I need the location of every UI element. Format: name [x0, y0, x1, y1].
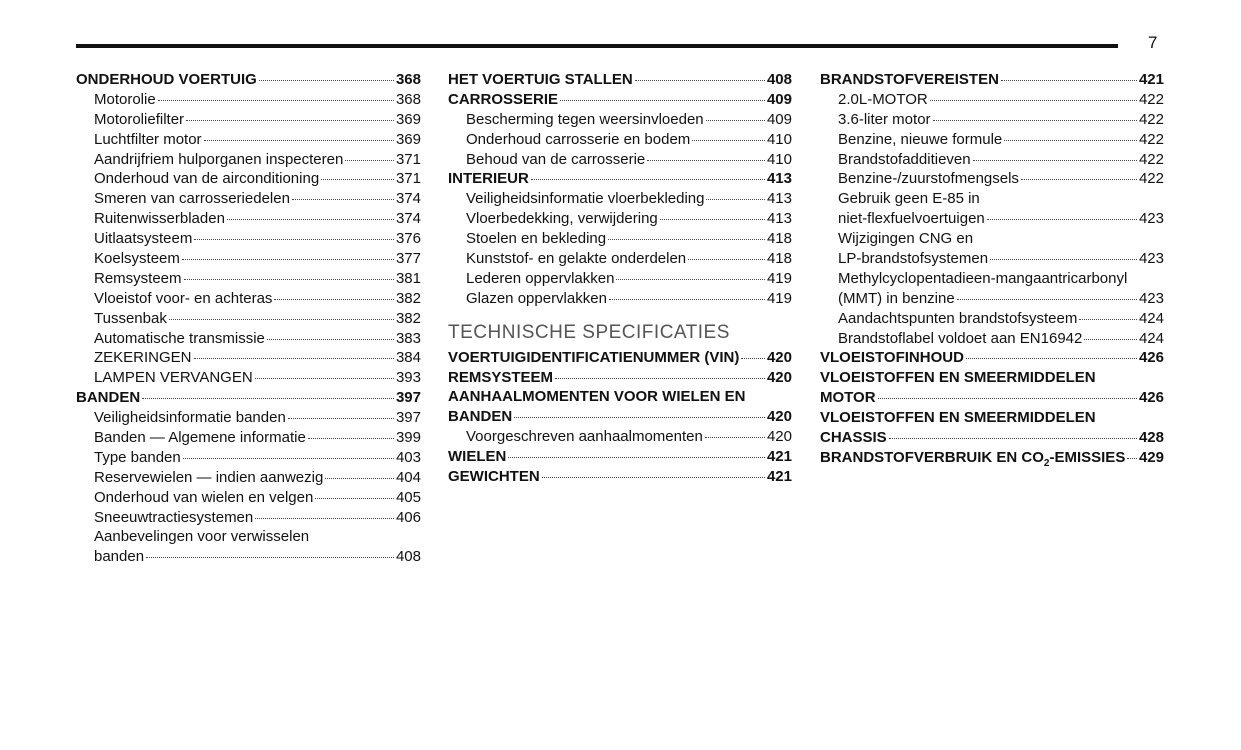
toc-entry-page: 420 [766, 428, 792, 446]
dot-leader [146, 557, 394, 558]
dot-leader [889, 438, 1137, 439]
toc-entry-page: 422 [1138, 90, 1164, 108]
toc-entry-label: Reservewielen — indien aanwezig [94, 468, 324, 486]
toc-entry-smeren-carrosseriedelen[interactable] [76, 189, 421, 209]
toc-entry-label: Aandachtspunten brandstofsysteem [838, 309, 1078, 327]
toc-entry-page: 421 [1138, 71, 1164, 88]
toc-entry-page: 429 [1138, 448, 1164, 466]
toc-entry-label: ONDERHOUD VOERTUIG [76, 71, 257, 88]
dot-leader [706, 120, 765, 121]
toc-entry-label-line1: AANHAALMOMENTEN VOOR WIELEN EN [448, 388, 746, 406]
toc-entry-benzine-zuurstofmengsels[interactable] [820, 169, 1164, 189]
toc-entry-vloeistoffen-motor[interactable] [820, 368, 1164, 408]
dot-leader [321, 179, 394, 180]
dot-leader [345, 160, 394, 161]
toc-entry-page: 423 [1138, 250, 1164, 268]
dot-leader [169, 319, 394, 320]
toc-entry-label: Stoelen en bekleding [466, 230, 607, 248]
toc-entry-page: 382 [395, 289, 421, 307]
toc-entry-label: BANDEN [448, 408, 513, 426]
toc-entry-motoroliefilter[interactable] [76, 110, 421, 130]
toc-entry-luchtfilter-motor[interactable] [76, 130, 421, 150]
toc-entry-veiligheidsinformatie-banden[interactable] [76, 408, 421, 428]
toc-entry-label: niet-flexfuelvoertuigen [838, 210, 985, 228]
toc-entry-page: 368 [395, 90, 421, 108]
toc-entry-lampen-vervangen[interactable] [76, 368, 421, 388]
toc-entry-page: 421 [766, 448, 792, 466]
toc-entry-page: 420 [766, 408, 792, 426]
toc-entry-label-line1: Wijzigingen CNG en [838, 230, 974, 248]
toc-entry-page: 419 [766, 289, 792, 307]
toc-entry-label: Onderhoud carrosserie en bodem [466, 130, 691, 148]
toc-entry-kunststof-gelakte-onderdelen[interactable] [448, 249, 792, 269]
toc-entry-page: 397 [395, 389, 421, 407]
toc-entry-bescherming-weersinvloeden[interactable] [448, 110, 792, 130]
toc-entry-airconditioning[interactable] [76, 169, 421, 189]
toc-entry-label: Remsysteem [94, 269, 182, 287]
toc-entry-label: Aandrijfriem hulporganen inspecteren [94, 150, 344, 168]
toc-entry-page: 374 [395, 190, 421, 208]
toc-entry-page: 419 [766, 269, 792, 287]
dot-leader [878, 398, 1137, 399]
toc-entry-automatische-transmissie[interactable] [76, 329, 421, 349]
toc-entry-label: Lederen oppervlakken [466, 269, 615, 287]
toc-entry-carrosserie[interactable] [448, 90, 792, 110]
toc-entry-label-line1: Methylcyclopentadieen-mangaantricarbonyl [838, 269, 1128, 287]
toc-entry-aandachtspunten-brandstofsysteem[interactable] [820, 309, 1164, 329]
toc-entry-page: 409 [766, 110, 792, 128]
dot-leader [183, 458, 394, 459]
toc-entry-label: INTERIEUR [448, 170, 529, 188]
toc-entry-label: Behoud van de carrosserie [466, 150, 646, 168]
page-number: 7 [1148, 33, 1158, 52]
toc-entry-label: Glazen oppervlakken [466, 289, 607, 307]
toc-entry-brandstofadditieven[interactable] [820, 150, 1164, 170]
dot-leader [542, 477, 765, 478]
toc-column-1 [76, 70, 421, 567]
dot-leader [186, 120, 394, 121]
toc-entry-wielen[interactable] [448, 447, 792, 467]
toc-entry-label: ZEKERINGEN [94, 349, 192, 367]
toc-entry-label: Brandstofadditieven [838, 150, 971, 168]
toc-entry-label: LAMPEN VERVANGEN [94, 369, 253, 387]
toc-entry-koelsysteem[interactable] [76, 249, 421, 269]
toc-entry-label: Sneeuwtractiesystemen [94, 508, 254, 526]
toc-entry-label: LP-brandstofsystemen [838, 250, 989, 268]
dot-leader [274, 299, 394, 300]
toc-entry-brandstofverbruik-co2[interactable] [820, 448, 1164, 468]
dot-leader [933, 120, 1137, 121]
toc-entry-label: CARROSSERIE [448, 90, 559, 108]
toc-entry-label-pre: BRANDSTOFVERBRUIK EN CO [820, 448, 1044, 466]
toc-entry-label: Automatische transmissie [94, 329, 265, 347]
dot-leader [608, 239, 765, 240]
toc-entry-label: Ruitenwisserbladen [94, 210, 225, 228]
toc-entry-gewichten[interactable] [448, 467, 792, 487]
toc-entry-label-subscript: 2 [1043, 457, 1050, 469]
dot-leader [315, 498, 394, 499]
toc-entry-sneeuwtractiesystemen[interactable] [76, 508, 421, 528]
toc-entry-label: Luchtfilter motor [94, 130, 202, 148]
toc-entry-page: 418 [766, 230, 792, 248]
toc-entry-page: 413 [766, 210, 792, 228]
dot-leader [259, 80, 394, 81]
toc-entry-ruitenwisserbladen[interactable] [76, 209, 421, 229]
toc-entry-lederen-oppervlakken[interactable] [448, 269, 792, 289]
toc-entry-type-banden[interactable] [76, 448, 421, 468]
toc-entry-label: HET VOERTUIG STALLEN [448, 71, 633, 88]
toc-entry-page: 404 [395, 468, 421, 486]
dot-leader [308, 438, 394, 439]
toc-entry-page: 405 [395, 488, 421, 506]
header-rule [76, 44, 1118, 48]
toc-entry-behoud-carrosserie[interactable] [448, 150, 792, 170]
toc-entry-page: 371 [395, 150, 421, 168]
toc-entry-label: Benzine-/zuurstofmengsels [838, 170, 1019, 188]
toc-entry-label: (MMT) in benzine [838, 289, 955, 307]
toc-entry-page: 410 [766, 150, 792, 168]
toc-entry-label: Veiligheidsinformatie vloerbekleding [466, 190, 705, 208]
dot-leader [647, 160, 765, 161]
dot-leader [660, 219, 765, 220]
toc-entry-label: Tussenbak [94, 309, 167, 327]
dot-leader [706, 199, 764, 200]
toc-entry-label: Motorolie [94, 90, 156, 108]
dot-leader [957, 299, 1137, 300]
dot-leader [142, 398, 394, 399]
toc-entry-label: Brandstoflabel voldoet aan EN16942 [838, 329, 1083, 347]
dot-leader [204, 140, 394, 141]
toc-entry-label: Motoroliefilter [94, 110, 185, 128]
dot-leader [555, 378, 765, 379]
toc-entry-2-0l-motor[interactable] [820, 90, 1164, 110]
dot-leader [609, 299, 765, 300]
toc-entry-vloeistof-assen[interactable] [76, 289, 421, 309]
toc-entry-page: 422 [1138, 150, 1164, 168]
dot-leader [930, 100, 1137, 101]
toc-entry-banden-algemene-informatie[interactable] [76, 428, 421, 448]
toc-entry-mmt-benzine[interactable] [820, 269, 1164, 309]
dot-leader [182, 259, 394, 260]
toc-entry-vloeistoffen-chassis[interactable] [820, 408, 1164, 448]
toc-entry-page: 422 [1138, 170, 1164, 188]
dot-leader [1001, 80, 1137, 81]
toc-entry-page: 371 [395, 170, 421, 188]
dot-leader [741, 358, 765, 359]
toc-entry-label: 2.0L-MOTOR [838, 90, 928, 108]
dot-leader [705, 437, 765, 438]
toc-entry-benzine-nieuwe-formule[interactable] [820, 130, 1164, 150]
toc-entry-label: Uitlaatsysteem [94, 230, 193, 248]
toc-entry-veiligheidsinformatie-vloerbekleding[interactable] [448, 189, 792, 209]
toc-entry-interieur[interactable] [448, 169, 792, 189]
dot-leader [267, 339, 394, 340]
toc-entry-label-line1: VLOEISTOFFEN EN SMEERMIDDELEN [820, 409, 1096, 427]
toc-column-3 [820, 70, 1164, 468]
dot-leader [990, 259, 1137, 260]
toc-entry-3-6-liter-motor[interactable] [820, 110, 1164, 130]
toc-entry-page: 377 [395, 250, 421, 268]
toc-entry-label: BANDEN [76, 389, 141, 407]
toc-entry-remsysteem-spec[interactable] [448, 368, 792, 388]
toc-entry-label: Benzine, nieuwe formule [838, 130, 1003, 148]
toc-entry-page: 384 [395, 349, 421, 367]
dot-leader [1079, 319, 1137, 320]
toc-entry-voorgeschreven-aanhaalmomenten[interactable] [448, 427, 792, 447]
dot-leader [184, 279, 394, 280]
toc-entry-page: 410 [766, 130, 792, 148]
dot-leader [158, 100, 394, 101]
toc-entry-aanbevelingen-verwisselen-banden[interactable] [76, 527, 421, 567]
toc-entry-page: 422 [1138, 110, 1164, 128]
dot-leader [966, 358, 1137, 359]
toc-entry-label: VOERTUIGIDENTIFICATIENUMMER (VIN) [448, 348, 740, 366]
toc-entry-page: 399 [395, 429, 421, 447]
toc-entry-page: 421 [766, 468, 792, 486]
toc-entry-label: Onderhoud van de airconditioning [94, 170, 320, 188]
toc-entry-zekeringen[interactable] [76, 348, 421, 368]
toc-entry-label: REMSYSTEEM [448, 368, 554, 386]
toc-entry-page: 368 [395, 71, 421, 88]
toc-entry-label-line1: Aanbevelingen voor verwisselen [94, 528, 310, 546]
toc-entry-page: 423 [1138, 289, 1164, 307]
toc-entry-vin[interactable] [448, 348, 792, 368]
toc-entry-banden[interactable] [76, 388, 421, 408]
dot-leader [635, 80, 765, 81]
toc-entry-label: Veiligheidsinformatie banden [94, 409, 286, 427]
toc-entry-page: 406 [395, 508, 421, 526]
toc-entry-reservewielen[interactable] [76, 468, 421, 488]
toc-entry-label: Smeren van carrosseriedelen [94, 190, 290, 208]
toc-entry-page: 424 [1138, 329, 1164, 347]
dot-leader [692, 140, 765, 141]
dot-leader [194, 358, 394, 359]
dot-leader [255, 518, 394, 519]
dot-leader [973, 160, 1137, 161]
toc-entry-label: Koelsysteem [94, 250, 180, 268]
toc-entry-page: 369 [395, 110, 421, 128]
dot-leader [514, 417, 765, 418]
toc-entry-label: Voorgeschreven aanhaalmomenten [466, 428, 703, 446]
dot-leader [292, 199, 394, 200]
toc-entry-vloerbedekking-verwijdering[interactable] [448, 209, 792, 229]
dot-leader [1004, 140, 1137, 141]
dot-leader [1084, 339, 1137, 340]
toc-entry-label: BRANDSTOFVEREISTEN [820, 71, 999, 88]
toc-entry-voertuig-stallen[interactable] [448, 70, 792, 90]
toc-entry-page: 409 [766, 90, 792, 108]
toc-entry-label-line1: VLOEISTOFFEN EN SMEERMIDDELEN [820, 369, 1096, 387]
dot-leader [194, 239, 394, 240]
dot-leader [1021, 179, 1137, 180]
toc-entry-glazen-oppervlakken[interactable] [448, 289, 792, 309]
toc-entry-vloeistofinhoud[interactable] [820, 348, 1164, 368]
dot-leader [531, 179, 765, 180]
toc-entry-page: 422 [1138, 130, 1164, 148]
toc-entry-page: 393 [395, 369, 421, 387]
toc-entry-page: 374 [395, 210, 421, 228]
toc-entry-page: 381 [395, 269, 421, 287]
dot-leader [255, 378, 394, 379]
toc-entry-brandstoflabel-en16942[interactable] [820, 329, 1164, 349]
toc-column-2 [448, 70, 792, 487]
toc-entry-onderhoud-carrosserie-bodem[interactable] [448, 130, 792, 150]
toc-entry-onderhoud-voertuig[interactable] [76, 70, 421, 90]
dot-leader [560, 100, 765, 101]
toc-entry-page: 424 [1138, 309, 1164, 327]
toc-entry-label: Type banden [94, 448, 181, 466]
dot-leader [325, 478, 394, 479]
toc-entry-page: 426 [1138, 349, 1164, 367]
toc-entry-page: 426 [1138, 389, 1164, 407]
toc-entry-tussenbak[interactable] [76, 309, 421, 329]
toc-entry-stoelen-bekleding[interactable] [448, 229, 792, 249]
dot-leader [508, 457, 765, 458]
dot-leader [1127, 458, 1137, 459]
toc-entry-brandstofvereisten[interactable] [820, 70, 1164, 90]
toc-entry-page: 423 [1138, 210, 1164, 228]
toc-entry-label: Banden — Algemene informatie [94, 429, 306, 447]
toc-entry-page: 413 [766, 190, 792, 208]
toc-entry-page: 408 [766, 71, 792, 88]
dot-leader [688, 259, 765, 260]
toc-entry-label-line1: Gebruik geen E-85 in [838, 190, 980, 208]
dot-leader [987, 219, 1137, 220]
toc-entry-page: 382 [395, 309, 421, 327]
toc-entry-label: Bescherming tegen weersinvloeden [466, 110, 704, 128]
section-heading-technische-specificaties: TECHNISCHE SPECIFICATIES [448, 321, 730, 343]
toc-entry-wijzigingen-cng-lp[interactable] [820, 229, 1164, 269]
toc-entry-page: 376 [395, 230, 421, 248]
dot-leader [288, 418, 394, 419]
toc-entry-label: 3.6-liter motor [838, 110, 931, 128]
toc-entry-label: MOTOR [820, 389, 876, 407]
toc-entry-page: 403 [395, 448, 421, 466]
toc-entry-page: 383 [395, 329, 421, 347]
toc-entry-page: 397 [395, 409, 421, 427]
toc-entry-page: 420 [766, 368, 792, 386]
toc-entry-page: 413 [766, 170, 792, 188]
toc-entry-aanhaalmomenten-wielen-banden[interactable] [448, 387, 792, 427]
toc-entry-remsysteem[interactable] [76, 269, 421, 289]
toc-entry-label [820, 448, 1125, 470]
toc-entry-label-post: -EMISSIES [1049, 448, 1126, 466]
dot-leader [227, 219, 394, 220]
toc-entry-label: Kunststof- en gelakte onderdelen [466, 250, 687, 268]
toc-entry-label: GEWICHTEN [448, 468, 540, 486]
toc-entry-page: 428 [1138, 429, 1164, 447]
toc-entry-onderhoud-wielen-velgen[interactable] [76, 488, 421, 508]
toc-entry-page: 369 [395, 130, 421, 148]
toc-entry-uitlaatsysteem[interactable] [76, 229, 421, 249]
toc-entry-label: Vloerbedekking, verwijdering [466, 210, 658, 228]
toc-entry-page: 420 [766, 348, 792, 366]
toc-entry-label: VLOEISTOFINHOUD [820, 349, 964, 367]
toc-entry-page: 418 [766, 250, 792, 268]
toc-entry-label: Vloeistof voor- en achteras [94, 289, 273, 307]
toc-entry-geen-e85[interactable] [820, 189, 1164, 229]
toc-entry-label: banden [94, 548, 145, 566]
toc-entry-label: WIELEN [448, 448, 507, 466]
toc-entry-page: 408 [395, 548, 421, 566]
toc-entry-aandrijfriem[interactable] [76, 150, 421, 170]
toc-entry-label: CHASSIS [820, 429, 887, 447]
toc-entry-motorolie[interactable] [76, 90, 421, 110]
toc-entry-label: Onderhoud van wielen en velgen [94, 488, 314, 506]
dot-leader [616, 279, 765, 280]
